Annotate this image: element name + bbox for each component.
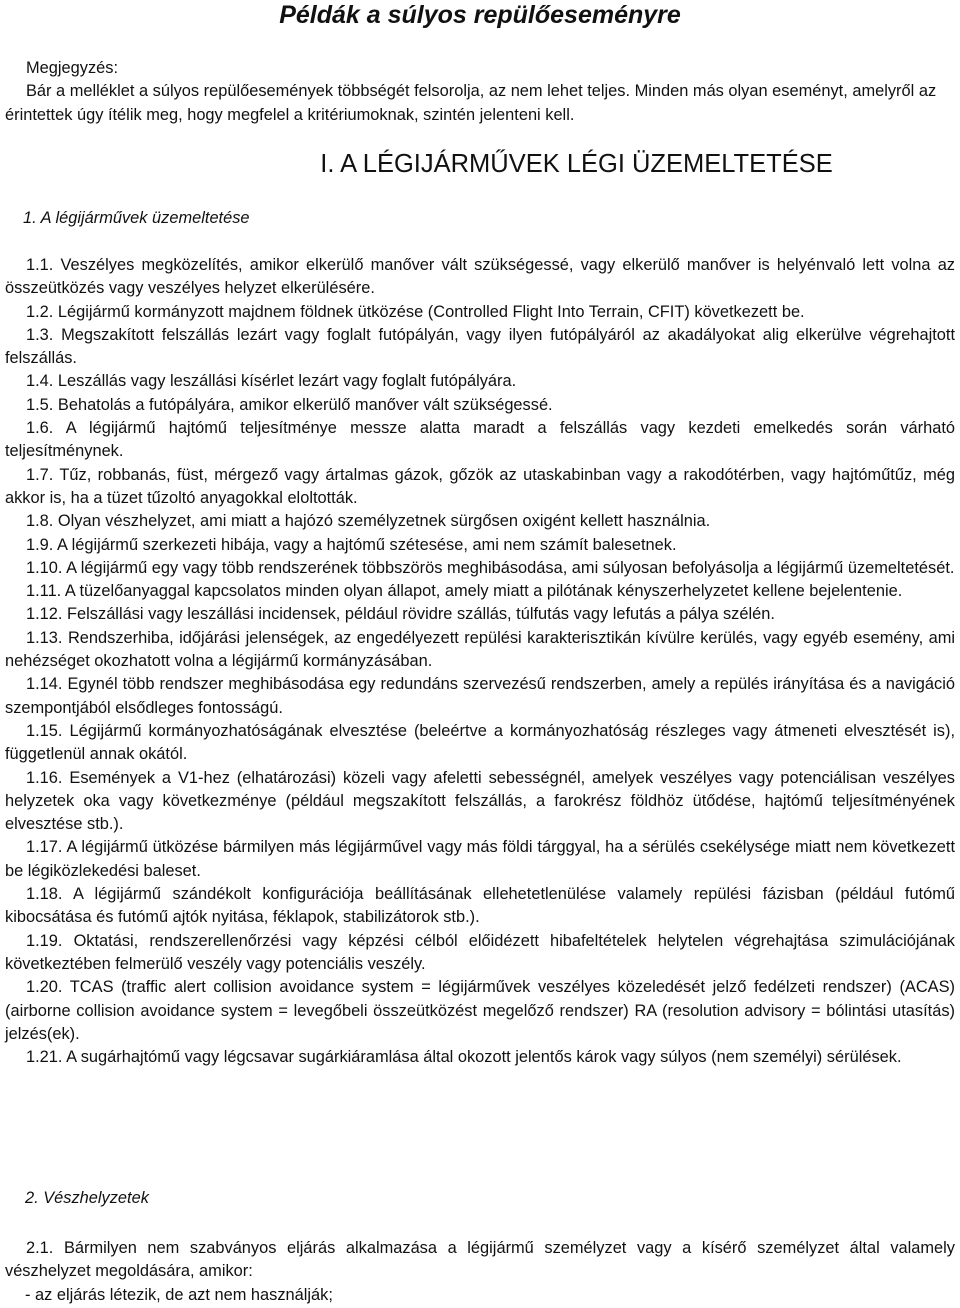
list-item bbox=[5, 1237, 955, 1284]
item-text: Események a V1-hez (elhatározási) közeli vagy afeletti sebességnél, amelyek veszélyes vagy potenciálisan veszélyes helyzetek oka vagy következménye (például megszakított felszállás, a farokrész földhöz ütődése, hajtómű teljesítményének elvesztése stb.). bbox=[5, 768, 955, 834]
list-item bbox=[5, 930, 955, 977]
item-number: 1.17. bbox=[26, 838, 63, 857]
item-text: Légijármű kormányzott majdnem földnek ütközése (Controlled Flight Into Terrain, CFIT) következett be. bbox=[57, 302, 805, 321]
note-label: Megjegyzés: bbox=[26, 59, 119, 77]
list-item bbox=[5, 394, 955, 417]
dash-list-item: - az eljárás létezik, de azt nem használják; bbox=[25, 1285, 333, 1304]
item-number: 1.3. bbox=[26, 325, 54, 344]
page-title: Példák a súlyos repülőeseményre bbox=[279, 1, 681, 29]
list-item bbox=[5, 603, 955, 626]
item-text: A légijármű szándékolt konfigurációja beállításának ellehetetlenülése valamely repülési fázisban (például futómű kibocsátása és futómű ajtók nyitása, féklapok, stabilizátorok stb.). bbox=[5, 885, 955, 927]
item-text: Megszakított felszállás lezárt vagy foglalt futópályán, vagy ilyen futópályáról az akadályokat alig elkerülve végrehajtott felszállás. bbox=[5, 325, 956, 368]
item-number: 1.14. bbox=[26, 675, 63, 694]
section-heading-2: 2. Vészhelyzetek bbox=[25, 1189, 149, 1207]
list-item bbox=[5, 417, 955, 464]
item-text: Behatolás a futópályára, amikor elkerülő manőver vált szükségessé. bbox=[57, 395, 553, 414]
list-item bbox=[5, 464, 955, 511]
list-item bbox=[5, 720, 955, 767]
note-text: Bár a melléklet a súlyos repülőesemények többségét felsorolja, az nem lehet teljes. Minden más olyan eseményt, amelyről az érintettek úgy ítélik meg, hogy megfelel a kritériumoknak, szintén jelenteni kell. bbox=[5, 82, 937, 124]
list-item bbox=[5, 324, 955, 371]
item-number: 1.18. bbox=[26, 885, 63, 904]
item-number: 1.21. bbox=[26, 1048, 63, 1067]
item-number: 1.6. bbox=[26, 419, 54, 438]
section-1-item-list bbox=[5, 254, 955, 1069]
item-number: 1.12. bbox=[26, 605, 63, 624]
item-text: Bármilyen nem szabványos eljárás alkalmazása a légijármű személyzet vagy a kísérő személyzet által valamely vészhelyzet megoldására, amikor: bbox=[5, 1239, 955, 1281]
list-item bbox=[5, 301, 955, 324]
list-item bbox=[5, 836, 955, 883]
item-number: 1.8. bbox=[26, 512, 54, 531]
item-number: 1.9. bbox=[26, 535, 54, 554]
section-heading-1: 1. A légijárművek üzemeltetése bbox=[23, 209, 250, 227]
item-text: A sugárhajtómű vagy légcsavar sugárkiáramlása által okozott jelentős károk vagy súlyos (nem személyi) sérülések. bbox=[66, 1048, 902, 1067]
item-number: 1.1. bbox=[26, 256, 54, 274]
item-text: TCAS (traffic alert collision avoidance system = légijárművek veszélyes közeledését jelző fedélzeti rendszer) (ACAS) (airborne collision avoidance system = levegőbeli összeütközést megelőző rendszer) RA (resolution advisory = bólintási utasítás) jelzés(ek). bbox=[5, 978, 955, 1043]
item-number: 1.2. bbox=[26, 302, 54, 321]
item-text: Veszélyes megközelítés, amikor elkerülő manőver vált szükségessé, vagy elkerülő manőver is helyénvaló lett volna az összeütközés vagy veszélyes helyzet elkerülésére. bbox=[5, 256, 955, 298]
list-item bbox=[5, 767, 955, 837]
list-item bbox=[5, 976, 955, 1046]
list-item bbox=[5, 673, 955, 720]
item-number: 1.10. bbox=[26, 558, 63, 577]
list-item bbox=[5, 1046, 955, 1069]
item-text: Oktatási, rendszerellenőrzési vagy képzési célból előidézett hibafeltételek helytelen végrehajtása szimulációjának következtében felmerülő veszély vagy potenciális veszély. bbox=[5, 931, 956, 973]
item-number: 1.4. bbox=[26, 372, 54, 391]
item-text: Olyan vészhelyzet, ami miatt a hajózó személyzetnek sürgősen oxigént kellett használnia. bbox=[57, 512, 711, 531]
item-number: 1.13. bbox=[26, 628, 63, 647]
list-item bbox=[5, 534, 955, 557]
section-2-item-list bbox=[5, 1237, 955, 1307]
item-number: 1.15. bbox=[26, 721, 63, 740]
list-item bbox=[5, 557, 955, 580]
part-heading: I. A LÉGIJÁRMŰVEK LÉGI ÜZEMELTETÉSE bbox=[320, 150, 833, 178]
item-number: 2.1. bbox=[26, 1239, 54, 1257]
item-text: Tűz, robbanás, füst, mérgező vagy ártalmas gázok, gőzök az utaskabinban vagy a rakodótérben, vagy hajtóműtűz, még akkor is, ha a tüzet tűzoltó anyagokkal eloltották. bbox=[5, 465, 955, 507]
item-text: Leszállás vagy leszállási kísérlet lezárt vagy foglalt futópályára. bbox=[57, 372, 517, 391]
item-number: 1.16. bbox=[26, 768, 63, 787]
item-number: 1.19. bbox=[26, 931, 63, 950]
item-text: A légijármű ütközése bármilyen más légijárművel vagy más földi tárggyal, ha a sérülés csekélysége miatt nem következett be légiközlekedési baleset. bbox=[5, 838, 956, 880]
list-item bbox=[5, 370, 955, 393]
item-text: A légijármű hajtómű teljesítménye messze alatta maradt a felszállás vagy kezdeti emelkedés során várható teljesítménynek. bbox=[5, 419, 956, 461]
item-number: 1.20. bbox=[26, 978, 63, 997]
item-text: Légijármű kormányozhatóságának elvesztése (beleértve a kormányozhatóság részleges vagy átmeneti elvesztését is), függetlenül annak okától. bbox=[5, 721, 955, 764]
item-text: Egynél több rendszer meghibásodása egy redundáns szervezésű rendszerben, amely a repülés irányítása és a navigáció szempontjából elsődleges fontosságú. bbox=[5, 675, 955, 717]
list-item bbox=[5, 580, 955, 603]
item-text: Felszállási vagy leszállási incidensek, például rövidre szállás, túlfutás vagy lefutás a pálya szélén. bbox=[67, 605, 775, 624]
list-item bbox=[5, 510, 955, 533]
item-text: A légijármű szerkezeti hibája, vagy a hajtómű szétesése, ami nem számít balesetnek. bbox=[57, 535, 677, 554]
item-number: 1.7. bbox=[26, 465, 54, 484]
item-text: A légijármű egy vagy több rendszerének többszörös meghibásodása, ami súlyosan befolyásolja a légijármű üzemeltetését. bbox=[66, 558, 955, 577]
list-item bbox=[5, 883, 955, 930]
item-text: A tüzelőanyaggal kapcsolatos minden olyan állapot, amely miatt a pilótának kényszerhelyzetet kellene bejelentenie. bbox=[64, 582, 903, 601]
item-text: Rendszerhiba, időjárási jelenségek, az engedélyezett repülési karakterisztikán kívülre kerülés, vagy egyéb esemény, ami nehézséget okozhatott volna a légijármű kormányzásában. bbox=[5, 628, 955, 671]
list-item bbox=[5, 627, 955, 674]
item-number: 1.11. bbox=[26, 582, 62, 601]
list-item bbox=[5, 254, 955, 301]
item-number: 1.5. bbox=[26, 395, 54, 414]
